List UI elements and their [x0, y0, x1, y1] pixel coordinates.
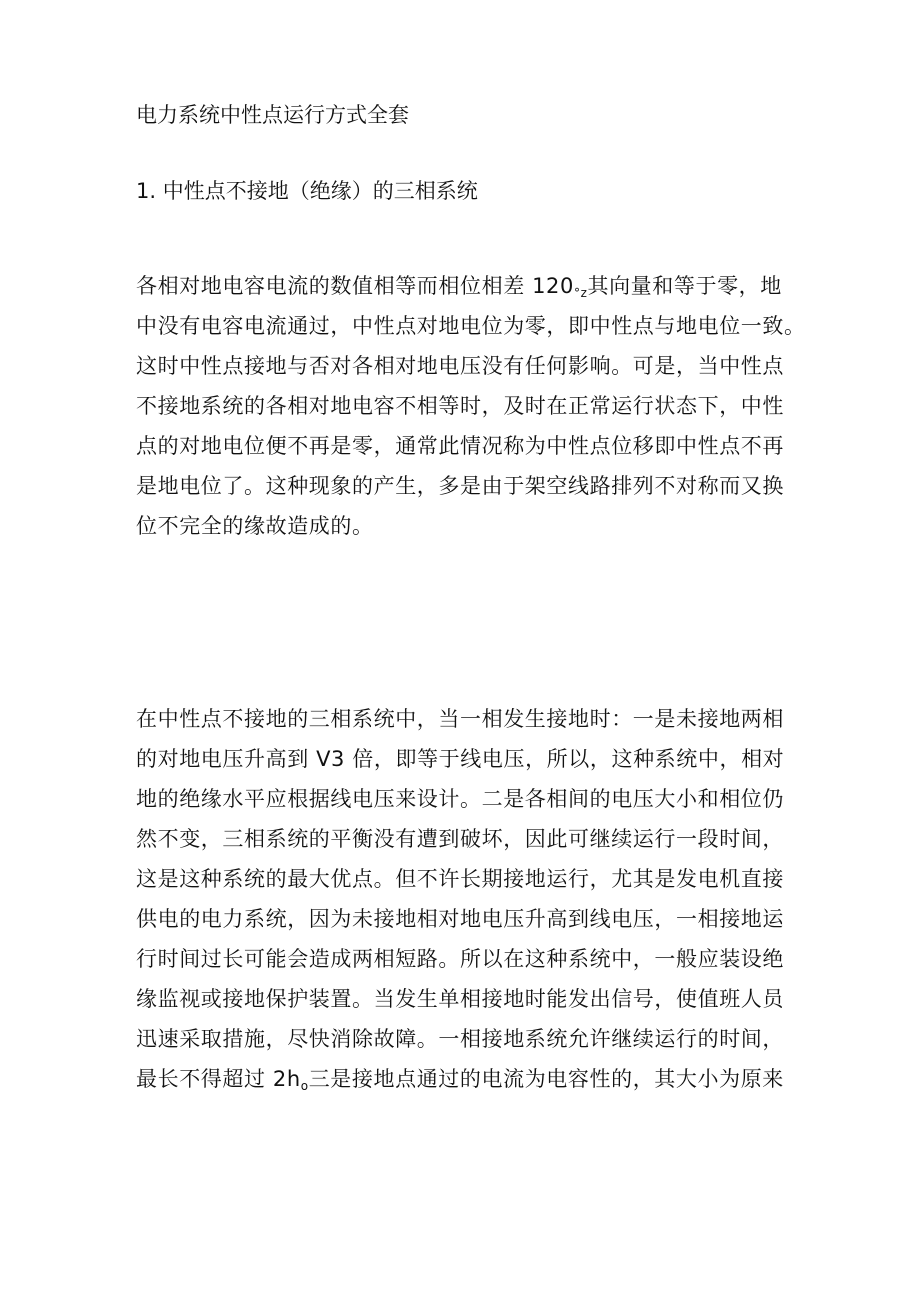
- section-heading: 1. 中性点不接地（绝缘）的三相系统: [136, 179, 478, 203]
- paragraph-1: [136, 266, 806, 546]
- paragraph-line: 位不完全的缘故造成的。: [136, 514, 374, 538]
- hour-subscript: o: [300, 1079, 309, 1093]
- line-text: 其向量和等于零，地: [587, 274, 782, 298]
- paragraph-line: 供电的电力系统，因为未接地相对地电压升高到线电压，一相接地运: [136, 907, 784, 931]
- paragraph-line: 是地电位了。这种现象的产生，多是由于架空线路排列不对称而又换: [136, 474, 784, 498]
- paragraph-line: 中没有电容电流通过，中性点对地电位为零，即中性点与地电位一致。: [136, 314, 806, 338]
- paragraph-line: 行时间过长可能会造成两相短路。所以在这种系统中，一般应装设绝: [136, 947, 784, 971]
- paragraph-line: 这时中性点接地与否对各相对地电压没有任何影响。可是，当中性点: [136, 354, 784, 378]
- line-text: 各相对地电容电流的数值相等而相位相差 120: [136, 274, 574, 298]
- paragraph-line: 这是这种系统的最大优点。但不许长期接地运行，尤其是发电机直接: [136, 867, 784, 891]
- line-text: 三是接地点通过的电流为电容性的，其大小为原来: [308, 1067, 784, 1091]
- line-text: 最长不得超过 2h: [136, 1067, 301, 1091]
- paragraph-line: [136, 1059, 796, 1099]
- paragraph-line: 在中性点不接地的三相系统中，当一相发生接地时：一是未接地两相: [136, 707, 784, 731]
- paragraph-2: [136, 699, 796, 1099]
- paragraph-line: 地的绝缘水平应根据线电压来设计。二是各相间的电压大小和相位仍: [136, 787, 784, 811]
- paragraph-line: [136, 266, 796, 306]
- paragraph-line: 点的对地电位便不再是零，通常此情况称为中性点位移即中性点不再: [136, 434, 784, 458]
- document-title: 电力系统中性点运行方式全套: [136, 103, 409, 127]
- paragraph-line: 然不变，三相系统的平衡没有遭到破坏，因此可继续运行一段时间，: [136, 827, 784, 851]
- degree-subscript: °z: [573, 286, 588, 300]
- paragraph-line: 迅速采取措施，尽快消除故障。一相接地系统允许继续运行的时间，: [136, 1027, 784, 1051]
- paragraph-line: 不接地系统的各相对地电容不相等时，及时在正常运行状态下，中性: [136, 394, 784, 418]
- paragraph-line: 的对地电压升高到 V3 倍，即等于线电压，所以，这种系统中，相对: [136, 747, 785, 771]
- paragraph-line: 缘监视或接地保护装置。当发生单相接地时能发出信号，使值班人员: [136, 987, 784, 1011]
